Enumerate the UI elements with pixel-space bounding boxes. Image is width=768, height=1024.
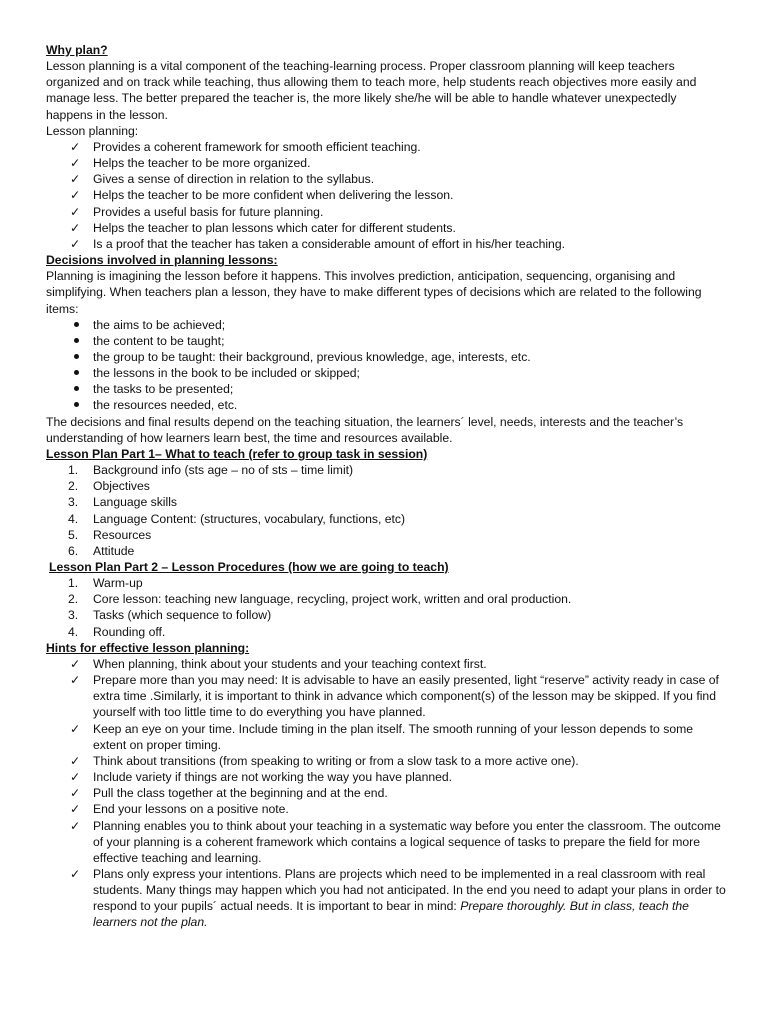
list-item: 2. Core lesson: teaching new language, recycling, project work, written and oral production. [68, 592, 572, 607]
part1-heading: Lesson Plan Part 1– What to teach (refer to group task in session) [46, 446, 428, 461]
part2-list [46, 575, 726, 640]
list-item: ✓ Is a proof that the teacher has taken a considerable amount of effort in his/her teaching. [70, 236, 565, 251]
list-item: ✓ Gives a sense of direction in relation to the syllabus. [70, 172, 375, 187]
list-number: 4. [68, 624, 79, 639]
decisions-conclusion: The decisions and final results depend on the teaching situation, the learners´ level, needs, interests and the teacher’s understanding of how learners learn best, the time and resources available. [46, 414, 684, 445]
list-number: 2. [68, 479, 79, 494]
list-item: the lessons in the book to be included or skipped; [46, 365, 726, 381]
list-number: 6. [68, 543, 79, 558]
decisions-heading: Decisions involved in planning lessons: [46, 253, 278, 268]
list-item: ✓ End your lessons on a positive note. [70, 802, 289, 817]
list-item: ✓ Provides a useful basis for future planning. [70, 204, 324, 219]
bullet-icon [70, 381, 88, 397]
list-item: the aims to be achieved; [46, 317, 726, 333]
list-item: the group to be taught: their background, previous knowledge, age, interests, etc. [46, 349, 726, 365]
checkmark-icon: ✓ [70, 721, 81, 736]
list-item: ✓ Helps the teacher to be more confident when delivering the lesson. [70, 188, 454, 203]
list-item: the tasks to be presented; [46, 381, 726, 397]
bullet-icon [70, 317, 88, 333]
checkmark-icon: ✓ [70, 673, 81, 688]
closing-quote: Prepare thoroughly. But in class, teach the learners not the plan. [93, 899, 689, 930]
list-number: 4. [68, 511, 79, 526]
list-number: 3. [68, 495, 79, 510]
list-item: the content to be taught; [46, 333, 726, 349]
why-plan-heading: Why plan? [46, 43, 108, 57]
decisions-intro: Planning is imagining the lesson before it happens. This involves prediction, anticipation, sequencing, organising and simplifying. When teachers plan a lesson, they have to make different types of decisions which are related to the following items: [46, 269, 702, 316]
list-item: 3. Language skills [68, 495, 178, 510]
list-item: ✓ Plans only express your intentions. Plans are projects which need to be implemented in a real classroom with real students. Many things may happen which you had not anticipated. In the end you need to adapt your plans in order to respond to your pupils´ actual needs. It is important to bear in mind: Prepare thoroughly. But in class, teach the learners not the plan. [70, 866, 726, 930]
bullet-icon [70, 397, 88, 413]
list-item: 1. Background info (sts age – no of sts – time limit) [68, 463, 354, 478]
list-item: 5. Resources [68, 527, 152, 542]
list-item: ✓ Prepare more than you may need: It is advisable to have an easily presented, light “reserve” activity ready in case of extra time .Similarly, it is important to think in advance which component(s) of the lesson may be skipped. If you find yourself with too little time to do everything you have planned. [70, 673, 719, 720]
part2-heading: Lesson Plan Part 2 – Lesson Procedures (how we are going to teach) [49, 560, 449, 574]
checkmark-icon: ✓ [70, 866, 81, 881]
list-item: ✓ Include variety if things are not working the way you have planned. [70, 770, 453, 785]
list-item: ✓ Helps the teacher to plan lessons which cater for different students. [70, 220, 456, 235]
list-item: the resources needed, etc. [46, 397, 726, 413]
list-item: ✓ Pull the class together at the beginning and at the end. [70, 786, 388, 801]
hints-list [46, 656, 726, 931]
list-number: 1. [68, 576, 79, 591]
checkmark-icon: ✓ [70, 220, 81, 235]
list-item: 4. Rounding off. [68, 624, 166, 639]
list-item: ✓ Think about transitions (from speaking to writing or from a slow task to a more active one). [70, 753, 579, 768]
lesson-planning-list [46, 139, 726, 252]
checkmark-icon: ✓ [70, 204, 81, 219]
list-number: 3. [68, 608, 79, 623]
why-plan-text: Lesson planning is a vital component of the teaching-learning process. Proper classroom planning will keep teachers organized and on track while teaching, thus allowing them to teach more, help students reach objectives more easily and manage less. The better prepared the teacher is, the more likely she/he will be able to handle whatever unexpectedly happens in the lesson. [46, 59, 697, 122]
checkmark-icon: ✓ [70, 818, 81, 833]
list-item: 2. Objectives [68, 479, 150, 494]
bullet-icon [70, 349, 88, 365]
checkmark-icon: ✓ [70, 786, 81, 801]
list-item: ✓ Keep an eye on your time. Include timing in the plan itself. The smooth running of your lesson depends to some extent on proper timing. [70, 721, 694, 752]
checkmark-icon: ✓ [70, 172, 81, 187]
checkmark-icon: ✓ [70, 802, 81, 817]
list-item: ✓ Helps the teacher to be more organized. [70, 156, 311, 171]
list-item: ✓ Planning enables you to think about your teaching in a systematic way before you enter the classroom. The outcome of your planning is a coherent framework which contains a logical sequence of tasks to prepare the field for more effective teaching and learning. [70, 818, 721, 865]
list-item: 4. Language Content: (structures, vocabulary, functions, etc) [68, 511, 406, 526]
list-item: 6. Attitude [68, 543, 135, 558]
checkmark-icon: ✓ [70, 156, 81, 171]
part1-list [46, 462, 726, 559]
list-item: ✓ When planning, think about your students and your teaching context first. [70, 656, 487, 671]
checkmark-icon: ✓ [70, 753, 81, 768]
hints-heading: Hints for effective lesson planning: [46, 640, 250, 655]
document-page [46, 42, 726, 931]
checkmark-icon: ✓ [70, 236, 81, 251]
checkmark-icon: ✓ [70, 770, 81, 785]
checkmark-icon: ✓ [70, 188, 81, 203]
list-number: 5. [68, 527, 79, 542]
list-item: 1. Warm-up [68, 576, 143, 591]
bullet-icon [70, 333, 88, 349]
checkmark-icon: ✓ [70, 656, 81, 671]
checkmark-icon: ✓ [70, 139, 81, 154]
list-number: 1. [68, 463, 79, 478]
lesson-planning-label: Lesson planning: [46, 123, 139, 138]
list-item: ✓ Provides a coherent framework for smooth efficient teaching. [70, 139, 421, 154]
decisions-list [46, 317, 726, 414]
list-item: 3. Tasks (which sequence to follow) [68, 608, 272, 623]
list-number: 2. [68, 592, 79, 607]
bullet-icon [70, 365, 88, 381]
